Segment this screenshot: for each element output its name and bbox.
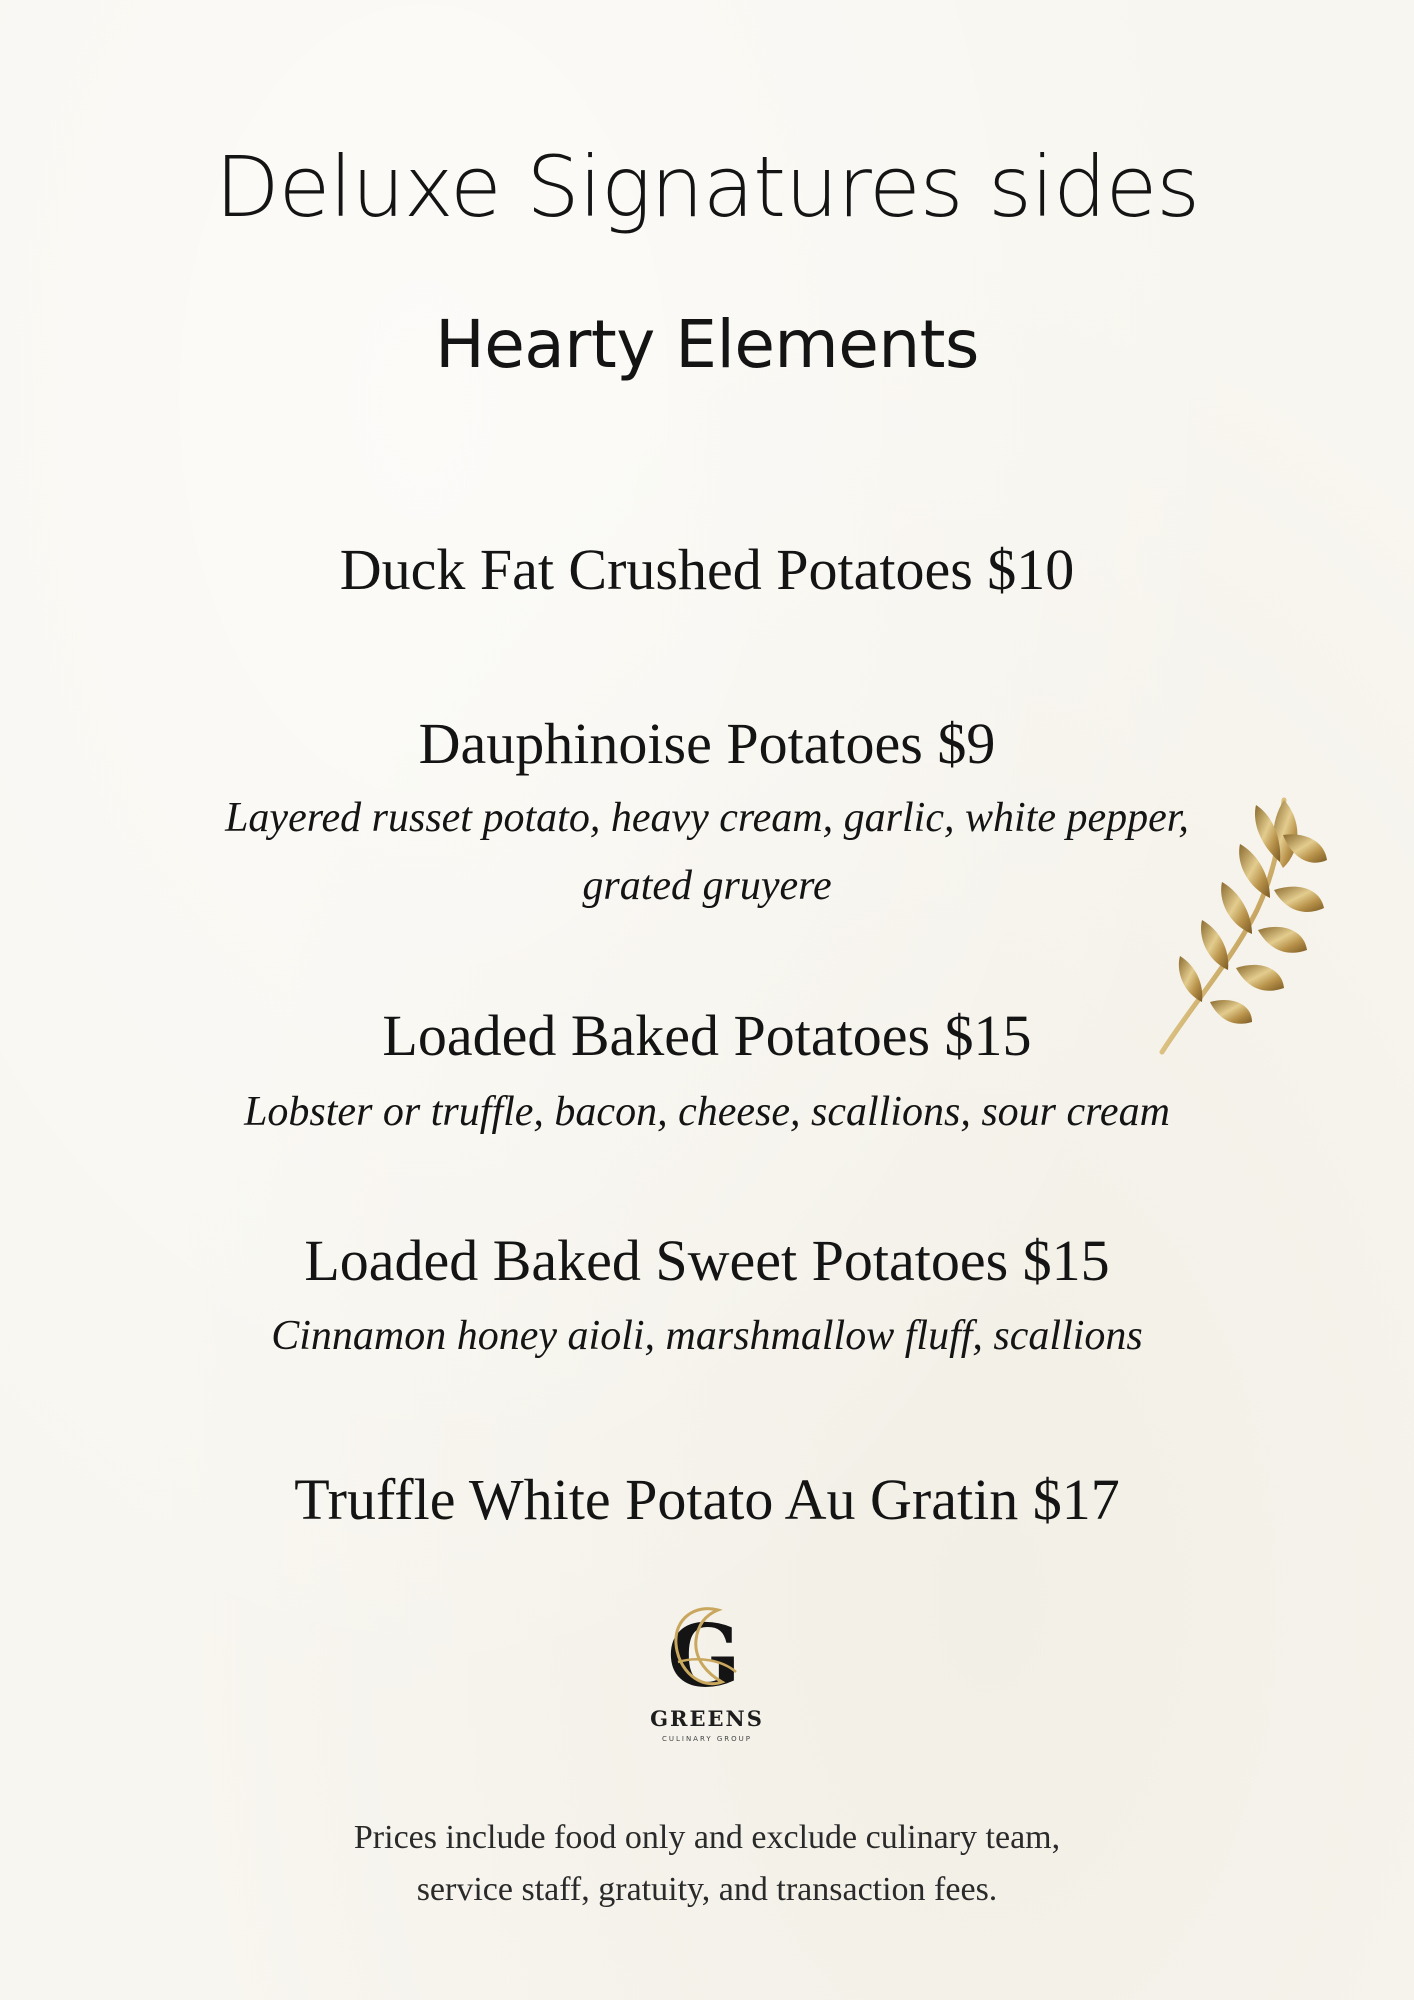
section-subtitle: Hearty Elements — [435, 306, 979, 383]
logo-brand-name: GREENS — [650, 1706, 764, 1731]
disclaimer-line: Prices include food only and exclude culinary team, — [353, 1819, 1061, 1856]
menu-item-name: Loaded Baked Sweet Potatoes $15 — [304, 1228, 1110, 1293]
golden-leaf-sprig-icon — [1152, 790, 1332, 1060]
menu-item-name: Loaded Baked Potatoes $15 — [382, 1003, 1032, 1068]
svg-text:G: G — [667, 1606, 741, 1700]
menu-item-description — [0, 1302, 1414, 1370]
disclaimer-line: service staff, gratuity, and transaction fees. — [416, 1871, 998, 1908]
description-line: Lobster or truffle, bacon, cheese, scallions, sour cream — [244, 1089, 1170, 1135]
menu-item-description — [0, 1078, 1414, 1146]
menu-item-name: Dauphinoise Potatoes $9 — [418, 711, 996, 776]
description-line: Cinnamon honey aioli, marshmallow fluff, scallions — [271, 1313, 1143, 1359]
page-title: Deluxe Signatures sides — [214, 138, 1200, 236]
menu-item-name: Truffle White Potato Au Gratin $17 — [294, 1467, 1120, 1532]
greens-logo-monogram-icon — [648, 1604, 766, 1700]
menu-item-name: Duck Fat Crushed Potatoes $10 — [339, 537, 1075, 602]
description-line: Layered russet potato, heavy cream, garlic, white pepper, — [225, 795, 1189, 841]
description-line: grated gruyere — [582, 863, 832, 909]
logo-tagline: CULINARY GROUP — [661, 1735, 753, 1743]
pricing-disclaimer — [0, 1812, 1414, 1916]
